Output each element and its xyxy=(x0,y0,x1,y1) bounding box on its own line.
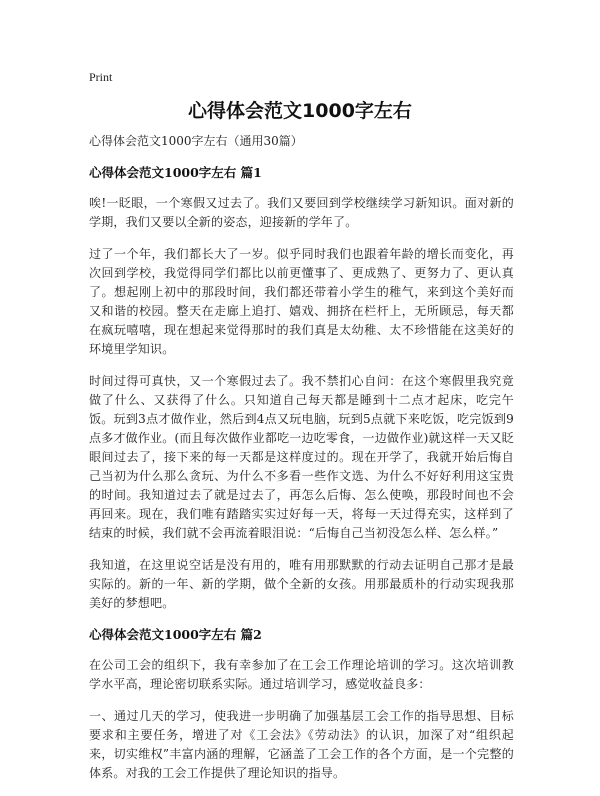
print-link[interactable]: Print xyxy=(89,70,113,84)
section-heading-1: 心得体会范文1000字左右 篇1 xyxy=(89,165,262,180)
paragraph: 时间过得可真快，又一个寒假过去了。我不禁扪心自问：在这个寒假里我究竟做了什么、又获得了什么。只知道自己每天都是睡到十二点才起床，吃完午饭。玩到3点才做作业，然后到4点又玩电脑，玩到5点就下来吃饭，吃完饭到9点多才做作业。(而且每次做作业都吃一边吃零食，一边做作业)就这样一天又眨眼间过去了，接下来的每一天都是这样度过的。现在开学了，我就开始后悔自己当初为什么那么贪玩、为什么不多看一些作文选、为什么不好好利用这宝贵的时间。我知道过去了就是过去了，再怎么后悔、怎么使唤，那段时间也不会再回来。现在，我们唯有踏踏实实过好每一天，将每一天过得充实，这样到了结束的时候，我们就不会再流着眼泪说：“后悔自己当初没怎么样、怎么样。” xyxy=(89,374,514,540)
paragraph: 我知道，在这里说空话是没有用的，唯有用那默默的行动去证明自己那才是最实际的。新的一年、新的学期，做个全新的女孩。用那最质朴的行动实现我那美好的梦想吧。 xyxy=(89,558,514,610)
paragraph: 过了一个年，我们都长大了一岁。似乎同时我们也跟着年龄的增长而变化，再次回到学校，我觉得同学们都比以前更懂事了、更成熟了、更努力了、更认真了。想起刚上初中的那段时间，我们都还带着小学生的稚气，来到这个美好而又和谐的校园。整天在走廊上追打、嬉戏、拥挤在栏杆上，无所顾忌，每天都在疯玩嘻嘻，现在想起来觉得那时的我们真是太幼稚、太不珍惜能在这美好的环境里学知识。 xyxy=(89,247,514,356)
paragraph: 唉!一眨眼，一个寒假又过去了。我们又要回到学校继续学习新知识。面对新的学期，我们又要以全新的姿态，迎接新的学年了。 xyxy=(89,196,514,229)
article-subtitle: 心得体会范文1000字左右（通用30篇） xyxy=(89,134,303,148)
page-title: 心得体会范文1000字左右 xyxy=(188,100,412,122)
paragraph: 在公司工会的组织下，我有幸参加了在工会工作理论培训的学习。这次培训教学水平高，理论密切联系实际。通过培训学习，感觉收益良多： xyxy=(89,658,514,691)
paragraph: 一、通过几天的学习，使我进一步明确了加强基层工会工作的指导思想、目标要求和主要任务，增进了对《工会法》《劳动法》的认识，加深了对“组织起来，切实维权”丰富内涵的理解，它涵盖了工会工作的各个方面，是一个完整的体系。对我的工会工作提供了理论知识的指导。 xyxy=(89,709,514,780)
article-body xyxy=(89,132,514,796)
section-heading-2: 心得体会范文1000字左右 篇2 xyxy=(89,627,262,642)
